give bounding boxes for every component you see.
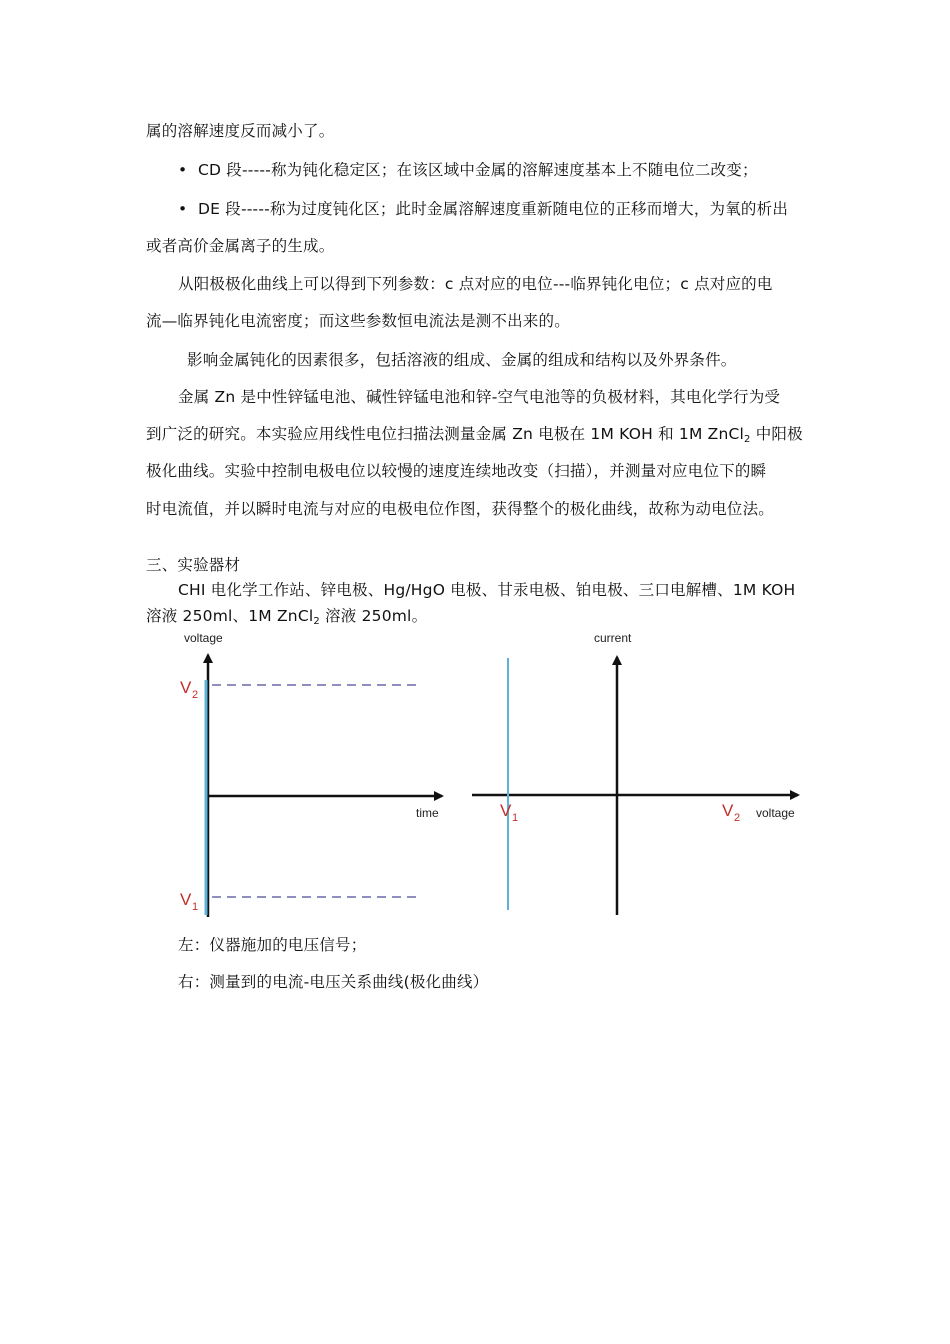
- right-v2-subscript: 2: [734, 812, 741, 824]
- subscript: 2: [313, 616, 320, 627]
- paragraph-zn-line4: 时电流值，并以瞬时电流与对应的电极电位作图，获得整个的极化曲线，故称为动电位法。: [146, 500, 775, 518]
- paragraph-zn-line2: [146, 424, 803, 444]
- paragraph-factors: 影响金属钝化的因素很多，包括溶液的组成、金属的组成和结构以及外界条件。: [187, 351, 737, 369]
- left-y-axis-label: voltage: [184, 631, 223, 645]
- paragraph-zn-line3: 极化曲线。实验中控制电极电位以较慢的速度连续地改变（扫描），并测量对应电位下的瞬: [146, 462, 767, 480]
- equipment-line1: CHI 电化学工作站、锌电极、Hg/HgO 电极、甘汞电极、铂电极、三口电解槽、1M KOH: [178, 581, 796, 599]
- right-x-axis-label: voltage: [756, 806, 795, 820]
- v1-label: V: [180, 890, 192, 909]
- v1-subscript: 1: [192, 901, 199, 913]
- right-v2-label: V: [722, 801, 734, 820]
- caption-left: 左：仪器施加的电压信号；: [178, 936, 367, 954]
- right-y-axis-label: current: [594, 631, 632, 645]
- left-panel: [180, 631, 442, 917]
- figure-svg: [150, 625, 810, 925]
- paragraph-line: 属的溶解速度反而减小了。: [146, 122, 335, 140]
- bullet-de-continuation: 或者高价金属离子的生成。: [146, 237, 335, 255]
- bullet-de-text: DE 段-----称为过度钝化区；此时金属溶解速度重新随电位的正移而增大，为氧的析出: [198, 200, 789, 218]
- equipment-line2-a: 溶液 250ml、1M ZnCl: [146, 607, 314, 625]
- bullet-cd-text: CD 段-----称为钝化稳定区；在该区域中金属的溶解速度基本上不随电位二改变；: [198, 161, 758, 179]
- bullet-de: [178, 199, 788, 219]
- paragraph-zn-line2-b: 中阳极: [750, 425, 803, 443]
- bullet-icon: •: [178, 200, 188, 218]
- bullet-icon: •: [178, 161, 188, 179]
- right-v1-label: V: [500, 801, 512, 820]
- bullet-cd: [178, 160, 758, 180]
- subscript: 2: [744, 434, 751, 445]
- paragraph-params-line1: 从阳极极化曲线上可以得到下列参数：c 点对应的电位---临界钝化电位；c 点对应的电: [178, 275, 773, 293]
- paragraph-zn-line2-a: 到广泛的研究。本实验应用线性电位扫描法测量金属 Zn 电极在 1M KOH 和 1M ZnCl: [146, 425, 745, 443]
- equipment-line2: [146, 606, 427, 626]
- equipment-line2-b: 溶液 250ml。: [319, 607, 428, 625]
- paragraph-params-line2: 流—临界钝化电流密度；而这些参数恒电流法是测不出来的。: [146, 312, 570, 330]
- paragraph-zn-line1: 金属 Zn 是中性锌锰电池、碱性锌锰电池和锌-空气电池等的负极材料，其电化学行为受: [178, 388, 781, 406]
- v2-label: V: [180, 678, 192, 697]
- right-v1-subscript: 1: [512, 812, 519, 824]
- left-x-axis-label: time: [416, 806, 439, 820]
- caption-right: 右：测量到的电流-电压关系曲线(极化曲线）: [178, 973, 489, 991]
- section-heading: 三、实验器材: [146, 556, 241, 574]
- v2-subscript: 2: [192, 689, 199, 701]
- right-panel: [472, 631, 798, 915]
- polarization-figure: [150, 625, 810, 925]
